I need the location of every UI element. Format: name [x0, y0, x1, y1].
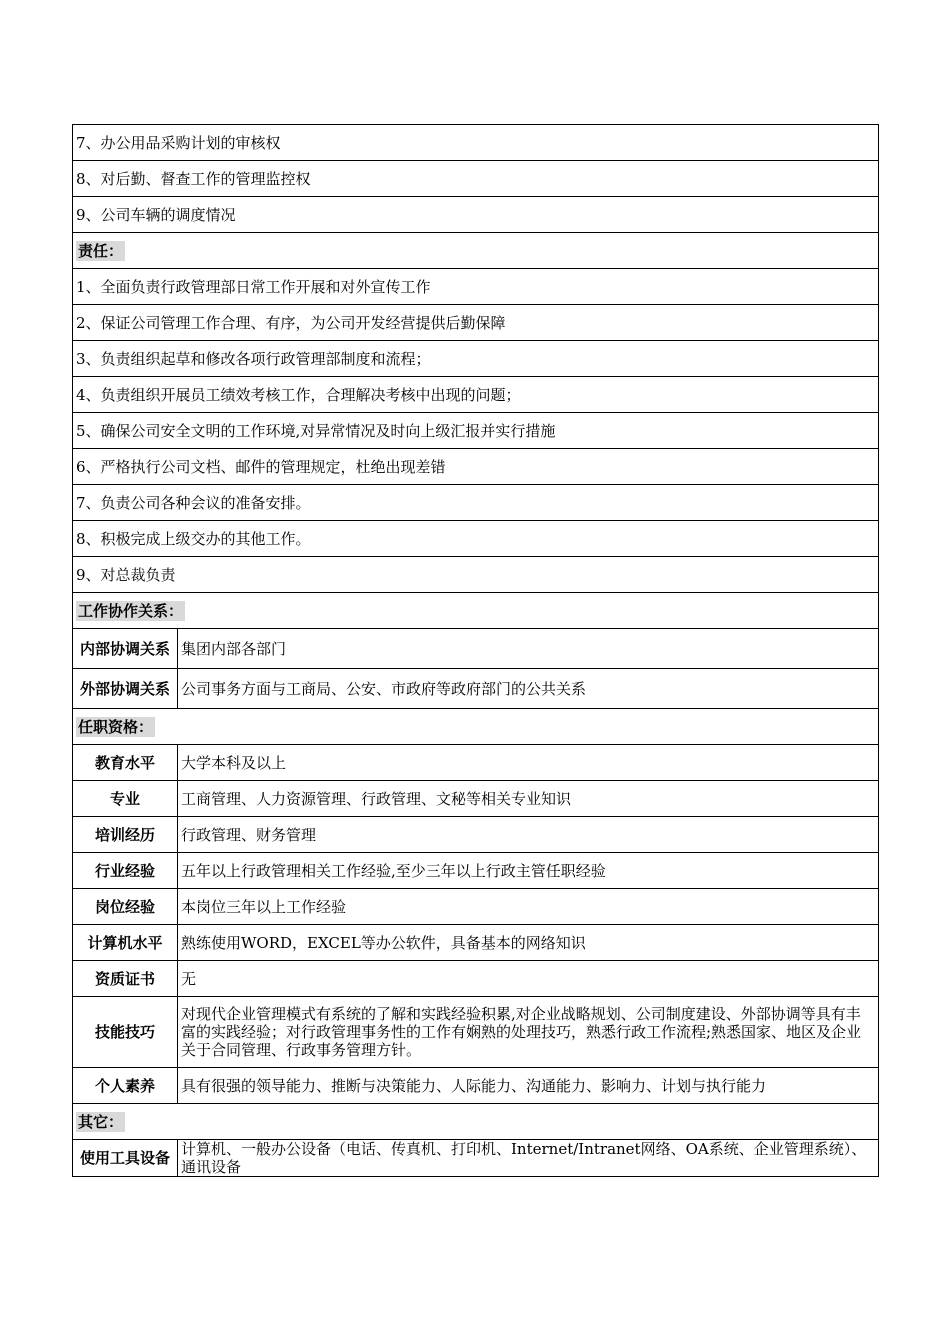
- authority-item: 9、公司车辆的调度情况: [73, 197, 879, 233]
- table-row: [73, 997, 879, 1068]
- field-value: 大学本科及以上: [178, 745, 879, 781]
- field-label: 内部协调关系: [73, 629, 178, 669]
- field-label: 使用工具设备: [73, 1140, 178, 1177]
- responsibility-item: 5、确保公司安全文明的工作环境,对异常情况及时向上级汇报并实行措施: [73, 413, 879, 449]
- table-row: [73, 1140, 879, 1177]
- responsibility-heading: 责任：: [78, 241, 124, 260]
- responsibility-item: 7、负责公司各种会议的准备安排。: [73, 485, 879, 521]
- table-row: [73, 781, 879, 817]
- table-row: [73, 485, 879, 521]
- section-row: [73, 593, 879, 629]
- table-row: [73, 449, 879, 485]
- table-row: [73, 269, 879, 305]
- field-label: 外部协调关系: [73, 669, 178, 709]
- table-row: [73, 925, 879, 961]
- table-row: [73, 669, 879, 709]
- field-label: 资质证书: [73, 961, 178, 997]
- table-row: [73, 161, 879, 197]
- field-label: 教育水平: [73, 745, 178, 781]
- field-label: 计算机水平: [73, 925, 178, 961]
- table-row: [73, 1068, 879, 1104]
- table-row: [73, 305, 879, 341]
- field-label: 专业: [73, 781, 178, 817]
- field-value: 公司事务方面与工商局、公安、市政府等政府部门的公共关系: [178, 669, 879, 709]
- field-value: 具有很强的领导能力、推断与决策能力、人际能力、沟通能力、影响力、计划与执行能力: [178, 1068, 879, 1104]
- authority-item: 7、办公用品采购计划的审核权: [73, 125, 879, 161]
- field-label: 个人素养: [73, 1068, 178, 1104]
- field-label: 培训经历: [73, 817, 178, 853]
- field-value: 无: [178, 961, 879, 997]
- responsibility-item: 6、严格执行公司文档、邮件的管理规定，杜绝出现差错: [73, 449, 879, 485]
- field-value: 工商管理、人力资源管理、行政管理、文秘等相关专业知识: [178, 781, 879, 817]
- authority-item: 8、对后勤、督查工作的管理监控权: [73, 161, 879, 197]
- section-row: [73, 233, 879, 269]
- section-row: [73, 1104, 879, 1140]
- table-row: [73, 557, 879, 593]
- table-row: [73, 961, 879, 997]
- table-row: [73, 197, 879, 233]
- table-row: [73, 521, 879, 557]
- qualification-heading: 任职资格：: [78, 717, 154, 736]
- responsibility-item: 1、全面负责行政管理部日常工作开展和对外宣传工作: [73, 269, 879, 305]
- field-value: 行政管理、财务管理: [178, 817, 879, 853]
- field-label: 岗位经验: [73, 889, 178, 925]
- field-value: 本岗位三年以上工作经验: [178, 889, 879, 925]
- field-label: 行业经验: [73, 853, 178, 889]
- field-value: 集团内部各部门: [178, 629, 879, 669]
- other-heading: 其它：: [78, 1112, 124, 1131]
- table-row: [73, 817, 879, 853]
- table-row: [73, 745, 879, 781]
- field-value: 对现代企业管理模式有系统的了解和实践经验积累,对企业战略规划、公司制度建设、外部协调等具有丰富的实践经验；对行政管理事务性的工作有娴熟的处理技巧，熟悉行政工作流程;熟悉国家、地区及企业关于合同管理、行政事务管理方针。: [178, 997, 879, 1068]
- table-row: [73, 853, 879, 889]
- responsibility-item: 9、对总裁负责: [73, 557, 879, 593]
- field-label: 技能技巧: [73, 997, 178, 1068]
- job-description-table: [72, 124, 879, 1177]
- responsibility-item: 3、负责组织起草和修改各项行政管理部制度和流程；: [73, 341, 879, 377]
- table-row: [73, 413, 879, 449]
- table-row: [73, 629, 879, 669]
- table-row: [73, 889, 879, 925]
- table-row: [73, 341, 879, 377]
- cooperation-heading: 工作协作关系：: [78, 601, 184, 620]
- responsibility-item: 8、积极完成上级交办的其他工作。: [73, 521, 879, 557]
- field-value: 熟练使用WORD，EXCEL等办公软件，具备基本的网络知识: [178, 925, 879, 961]
- section-row: [73, 709, 879, 745]
- table-row: [73, 377, 879, 413]
- table-row: [73, 125, 879, 161]
- responsibility-item: 2、保证公司管理工作合理、有序，为公司开发经营提供后勤保障: [73, 305, 879, 341]
- responsibility-item: 4、负责组织开展员工绩效考核工作，合理解决考核中出现的问题；: [73, 377, 879, 413]
- field-value: 计算机、一般办公设备（电话、传真机、打印机、Internet/Intranet网络、OA系统、企业管理系统）、通讯设备: [178, 1140, 879, 1177]
- field-value: 五年以上行政管理相关工作经验,至少三年以上行政主管任职经验: [178, 853, 879, 889]
